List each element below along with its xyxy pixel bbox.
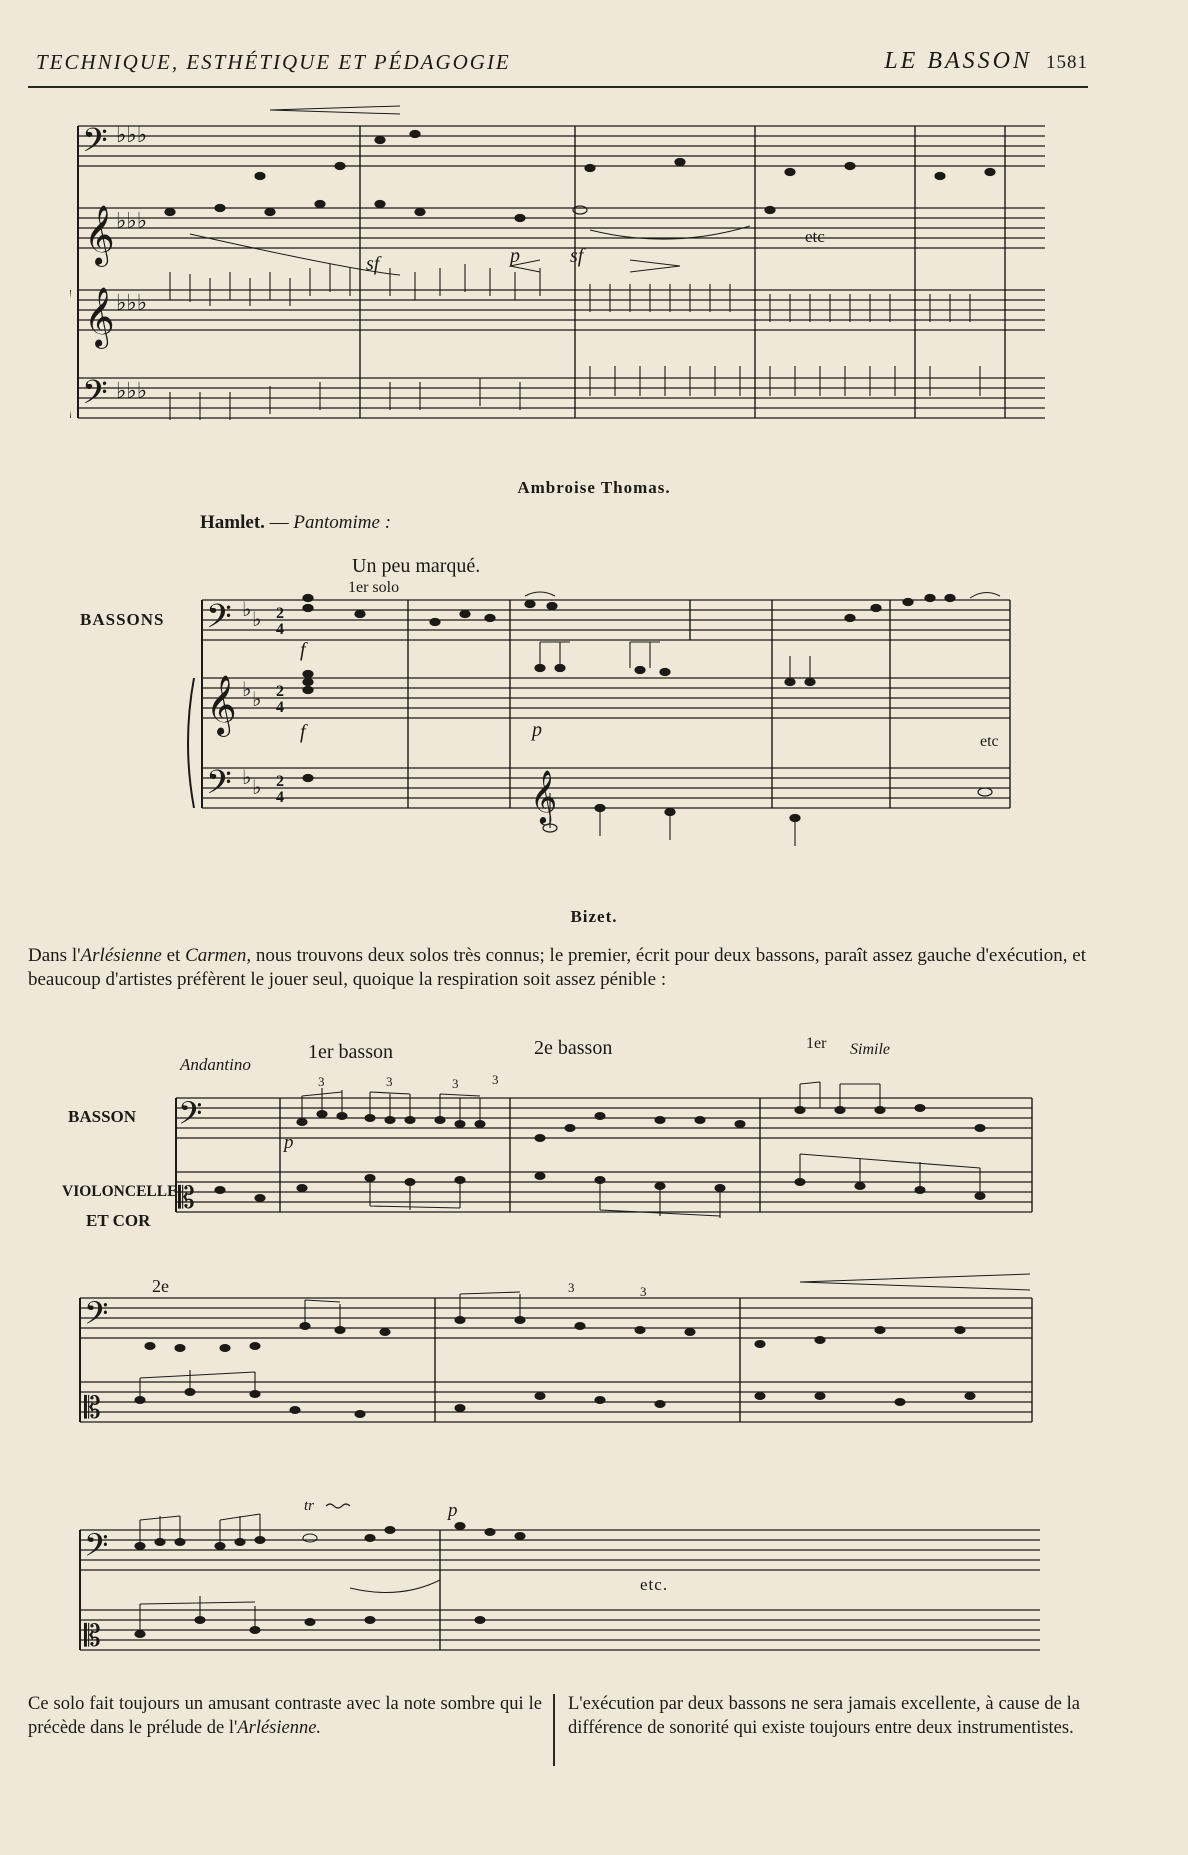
second-bassoon-label: 2e basson [534, 1037, 613, 1059]
arlesienne-notes-line2 [135, 1292, 975, 1418]
instrument-label-basson: BASSON [68, 1107, 137, 1126]
instrument-label-bassons: BASSONS [80, 610, 165, 629]
music-system-hamlet [70, 550, 1070, 850]
instrument-label-cor: ET COR [86, 1211, 151, 1230]
page-number: 1581 [1046, 52, 1088, 73]
staff-treble [78, 208, 1045, 248]
svg-text:4: 4 [276, 621, 284, 638]
svg-text:2: 2 [276, 683, 284, 700]
svg-text:♭♭♭: ♭♭♭ [116, 208, 148, 233]
work-name: Hamlet. [200, 512, 265, 533]
etc-marking: etc. [640, 1575, 669, 1594]
dynamic-p: p [284, 1132, 294, 1153]
svg-text:𝄢: 𝄢 [206, 764, 232, 809]
svg-text:𝄢: 𝄢 [82, 374, 108, 419]
svg-text:𝄡: 𝄡 [84, 1620, 101, 1653]
svg-text:𝄢: 𝄢 [84, 1297, 109, 1339]
svg-text:♭: ♭ [252, 609, 262, 631]
dynamic-p: p [510, 245, 520, 267]
etc-marking: etc [805, 227, 825, 246]
svg-text:3: 3 [568, 1280, 575, 1295]
staff-basson-2 [80, 1298, 1032, 1338]
staff-piano-left [78, 378, 1045, 418]
svg-text:𝄢: 𝄢 [178, 1097, 203, 1139]
etc-marking: etc [980, 733, 999, 750]
footer-left-text: Ce solo fait toujours un amusant contraste avec la note sombre qui le précède dans le prélude de l' [28, 1694, 542, 1738]
para-italic-carmen: Carmen, [185, 945, 252, 966]
footer-column-left [28, 1692, 542, 1740]
solo-marking: 1er solo [348, 579, 400, 596]
dynamic-f-2: f [300, 721, 306, 743]
simile-marking: Simile [850, 1041, 890, 1058]
second-mark: 2e [152, 1276, 169, 1296]
footer-left-italic: Arlésienne. [237, 1718, 322, 1738]
work-dash: — [264, 512, 294, 533]
arlesienne-notes-line1 [215, 1082, 985, 1218]
svg-text:♭♭♭: ♭♭♭ [116, 378, 148, 403]
dynamic-sf: sf [366, 253, 380, 275]
dynamic-f: f [300, 639, 306, 661]
svg-text:♭♭♭: ♭♭♭ [116, 290, 148, 315]
trill-marking: tr [304, 1498, 315, 1514]
svg-text:3: 3 [492, 1072, 499, 1087]
para-text-1: Dans l' [28, 945, 81, 966]
running-title: TECHNIQUE, ESTHÉTIQUE ET PÉDAGOGIE [36, 50, 511, 74]
para-text-3: nous trouvons deux solos très connus; le premier, écrit pour deux bassons, paraît assez gauche d'exécution, et beaucoup d'artistes préfèrent le jouer seul, quoique la respiration soit assez pénible : [28, 945, 1086, 990]
column-divider [553, 1694, 555, 1766]
staff-hamlet-bass [202, 768, 1010, 808]
svg-text:♭: ♭ [242, 767, 252, 789]
dynamic-sf-2: sf [570, 245, 584, 267]
composer-caption-bizet: Bizet. [570, 907, 618, 926]
svg-text:♭: ♭ [242, 599, 252, 621]
page-header [28, 46, 1088, 88]
svg-text:𝄢: 𝄢 [84, 1529, 109, 1571]
svg-text:𝄞: 𝄞 [530, 771, 558, 822]
tempo-marking: Un peu marqué. [352, 555, 481, 577]
body-paragraph [28, 944, 1086, 992]
svg-text:𝄢: 𝄢 [82, 122, 108, 167]
svg-text:♭: ♭ [252, 689, 262, 711]
svg-text:2: 2 [276, 605, 284, 622]
svg-text:4: 4 [276, 699, 284, 716]
staff-bassoon [78, 126, 1045, 166]
staff-cello-2 [80, 1382, 1032, 1422]
svg-text:𝄞: 𝄞 [84, 289, 115, 346]
svg-text:𝄞: 𝄞 [84, 207, 115, 264]
barlines [360, 126, 1005, 418]
svg-text:3: 3 [640, 1284, 647, 1299]
footer-column-right: L'exécution par deux bassons ne sera jamais excellente, à cause de la différence de sonorité qui existe toujours entre deux instrumentistes. [568, 1694, 1080, 1738]
svg-text:𝄡: 𝄡 [84, 1392, 101, 1425]
svg-text:𝄞: 𝄞 [206, 677, 237, 734]
svg-text:𝄡: 𝄡 [178, 1182, 195, 1215]
composer-caption-thomas: Ambroise Thomas. [517, 478, 671, 497]
svg-text:♭: ♭ [252, 777, 262, 799]
dynamic-p: p [532, 719, 542, 741]
svg-text:4: 4 [276, 789, 284, 806]
svg-text:♭: ♭ [242, 679, 252, 701]
music-system-thomas [70, 100, 1070, 460]
first-bassoon-label: 1er basson [308, 1041, 393, 1063]
svg-text:3: 3 [386, 1074, 393, 1089]
staff-bassons [202, 600, 1010, 640]
work-title [200, 512, 391, 534]
svg-text:3: 3 [318, 1074, 325, 1089]
svg-text:2: 2 [276, 773, 284, 790]
work-subtitle: Pantomime : [293, 512, 392, 533]
arlesienne-notes-line3 [135, 1514, 525, 1638]
svg-text:3: 3 [452, 1076, 459, 1091]
para-italic-arlesienne: Arlésienne [80, 945, 162, 966]
tempo-andantino: Andantino [180, 1055, 251, 1074]
instrument-label-violoncelle: VIOLONCELLE [62, 1183, 178, 1200]
first-again-label: 1er [806, 1035, 827, 1052]
staff-piano-right [78, 290, 1045, 330]
section-name: LE BASSON [884, 48, 1032, 74]
staff-hamlet-treble [202, 678, 1010, 718]
music-system-arlesienne [40, 1030, 1080, 1670]
staff-cello-3 [80, 1610, 1040, 1650]
staff-basson-3 [80, 1530, 1040, 1570]
section-title [884, 48, 1088, 75]
para-text-2: et [161, 945, 186, 966]
svg-text:𝄢: 𝄢 [206, 598, 232, 643]
svg-text:♭♭♭: ♭♭♭ [116, 122, 148, 147]
dynamic-p-2: p [448, 1500, 458, 1521]
